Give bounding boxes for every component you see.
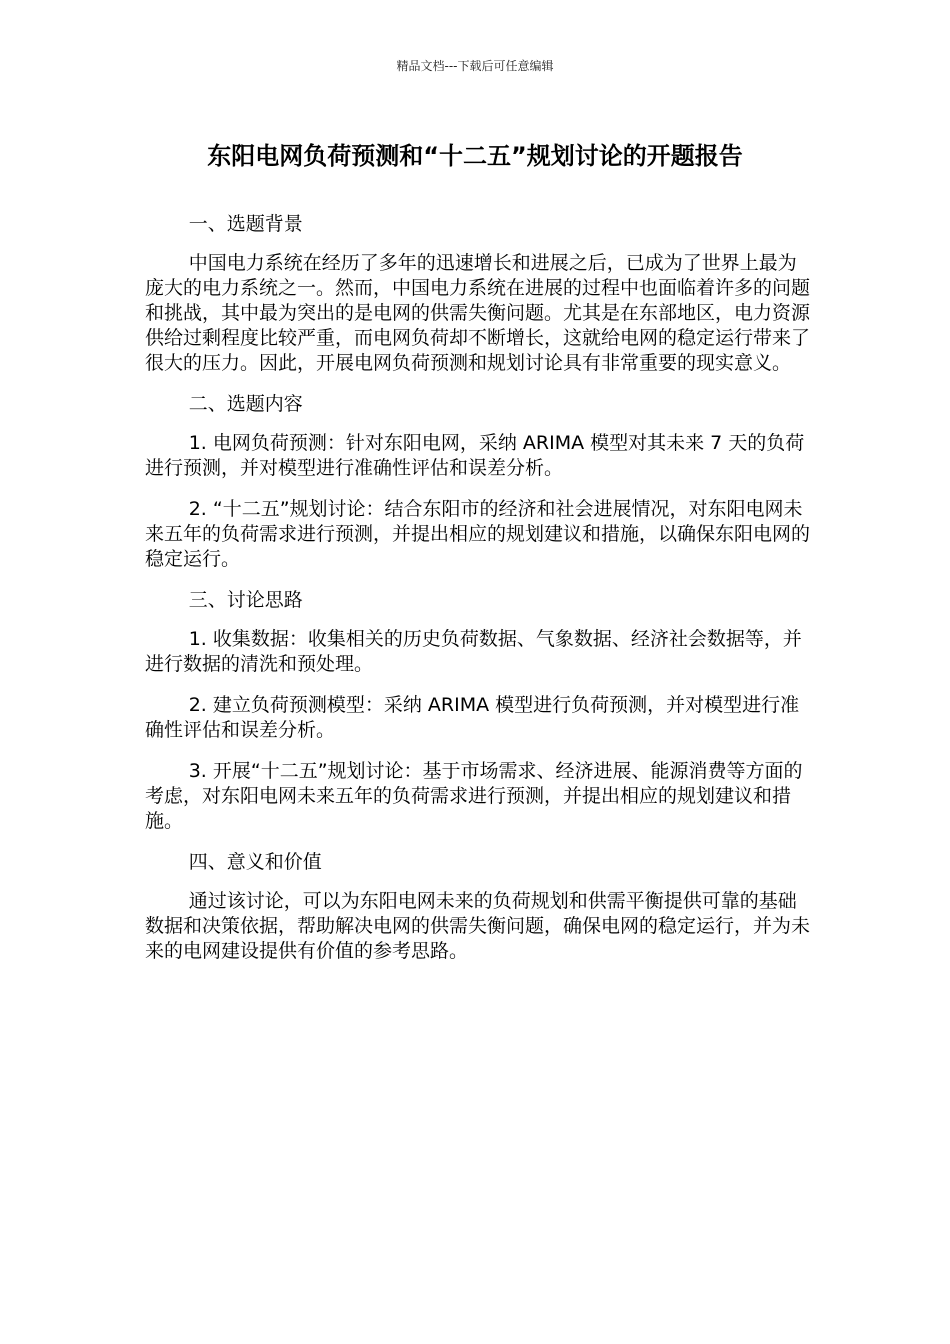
paragraph-background: 中国电力系统在经历了多年的迅速增长和进展之后，已成为了世界上最为庞大的电力系统之一。然而，中国电力系统在进展的过程中也面临着许多的问题和挑战，其中最为突出的是电网的供需失衡问题。尤其是在东部地区，电力资源供给过剩程度比较严重，而电网负荷却不断增长，这就给电网的稳定运行带来了很大的压力。因此，开展电网负荷预测和规划讨论具有非常重要的现实意义。	[145, 252, 811, 374]
paragraph-approach-item-2: 2. 建立负荷预测模型：采纳 ARIMA 模型进行负荷预测，并对模型进行准确性评估和误差分析。	[145, 694, 800, 741]
paragraph-approach-item-1: 1. 收集数据：收集相关的历史负荷数据、气象数据、经济社会数据等，并进行数据的清洗和预处理。	[145, 628, 802, 675]
section-heading-significance: 四、意义和价值	[188, 851, 322, 873]
paragraph-content-item-1: 1. 电网负荷预测：针对东阳电网，采纳 ARIMA 模型对其未来 7 天的负荷进行预测，并对模型进行准确性评估和误差分析。	[145, 432, 805, 479]
section-heading-content: 二、选题内容	[188, 393, 303, 415]
paragraph-significance: 通过该讨论，可以为东阳电网未来的负荷规划和供需平衡提供可靠的基础数据和决策依据，帮助解决电网的供需失衡问题，确保电网的稳定运行，并为未来的电网建设提供有价值的参考思路。	[145, 890, 811, 962]
section-heading-approach: 三、讨论思路	[188, 589, 303, 611]
paragraph-approach-item-3: 3. 开展“十二五”规划讨论：基于市场需求、经济进展、能源消费等方面的考虑，对东阳电网未来五年的负荷需求进行预测，并提出相应的规划建议和措施。	[145, 760, 803, 832]
document-body	[145, 212, 810, 980]
section-heading-background: 一、选题背景	[188, 213, 303, 235]
document-title: 东阳电网负荷预测和“十二五”规划讨论的开题报告	[207, 142, 743, 170]
page-header-note: 精品文档---下载后可任意编辑	[396, 59, 554, 73]
paragraph-content-item-2: 2. “十二五”规划讨论：结合东阳市的经济和社会进展情况，对东阳电网未来五年的负荷需求进行预测，并提出相应的规划建议和措施，以确保东阳电网的稳定运行。	[145, 498, 811, 570]
